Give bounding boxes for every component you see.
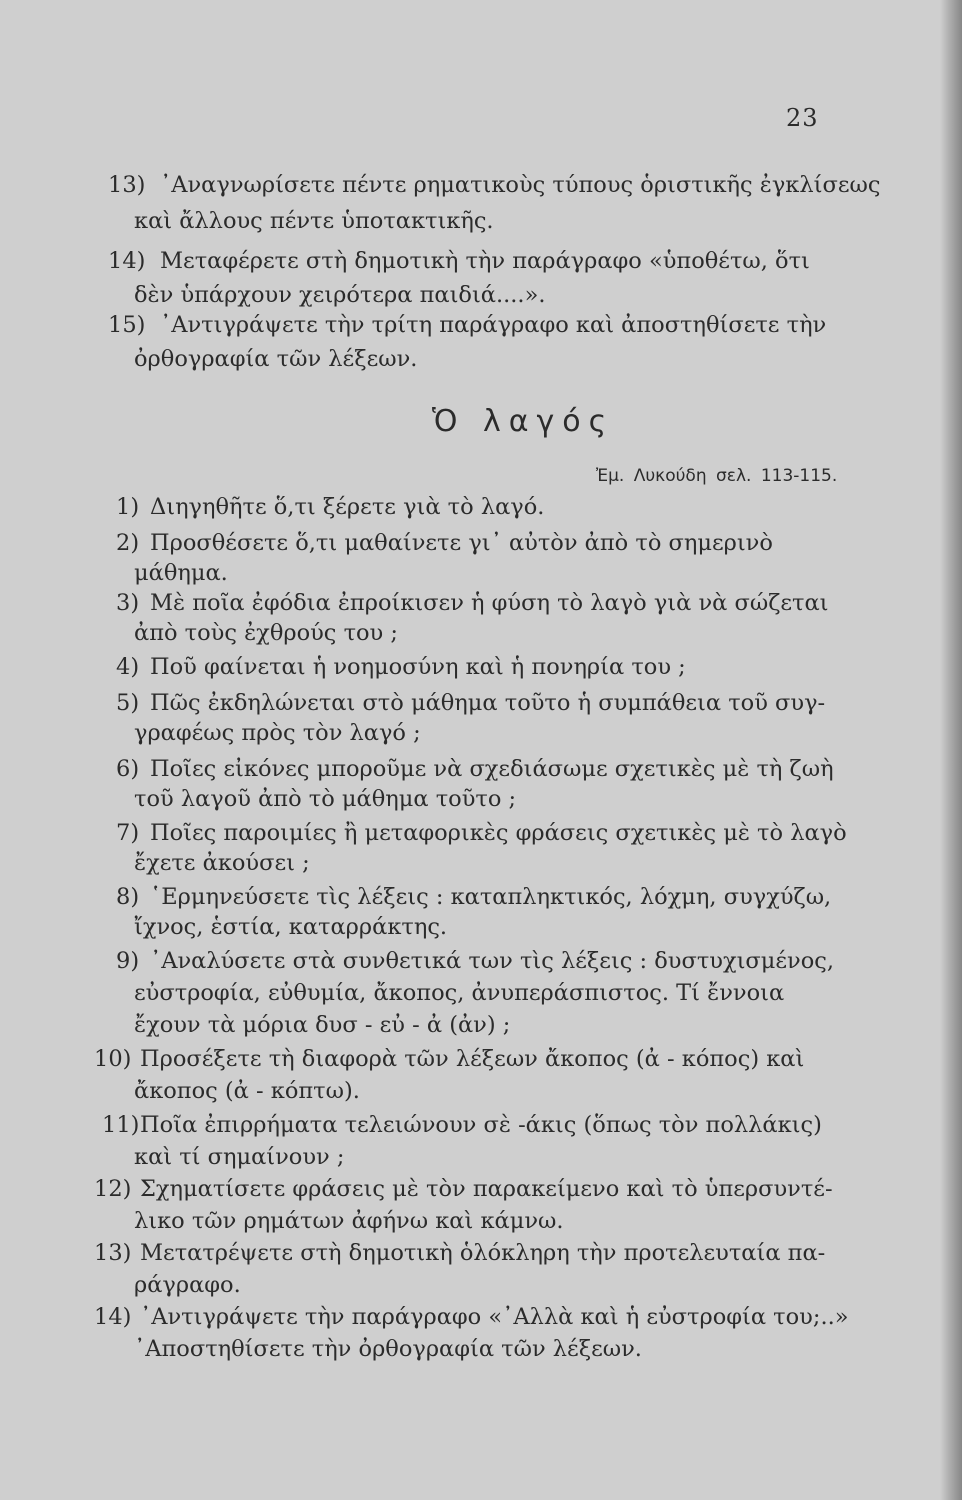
exercise-line: τοῦ λαγοῦ ἀπὸ τὸ μάθημα τοῦτο ; [134,786,517,812]
exercise-line: ᾿Αναλύσετε στὰ συνθετικά των τὶς λέξεις : δυστυχισμένος, [150,948,835,974]
section-title: Ὁ λαγός [432,404,615,439]
exercise-item [0,818,962,882]
exercise-number: 8) [116,884,140,910]
exercise-item [0,588,962,652]
exercise-item [0,946,962,1044]
exercise-line: ἀπὸ τοὺς ἐχθρούς του ; [134,620,398,646]
exercise-line: ᾿Αναγνωρίσετε πέντε ρηματικοὺς τύπους ὁριστικῆς ἐγκλίσεως [160,172,881,198]
exercise-number: 13) [94,1240,132,1266]
exercise-line: Σχηματίσετε φράσεις μὲ τὸν παρακείμενο καὶ τὸ ὑπερσυντέ- [140,1176,833,1202]
exercise-line: Πῶς ἐκδηλώνεται στὸ μάθημα τοῦτο ἡ συμπάθεια τοῦ συγ- [150,690,826,716]
exercise-number: 9) [116,948,140,974]
exercise-line: γραφέως πρὸς τὸν λαγό ; [134,720,421,746]
exercise-line: ὀρθογραφία τῶν λέξεων. [134,346,418,372]
exercise-item [0,688,962,754]
exercise-line: ράγραφο. [134,1272,241,1298]
exercise-number: 1) [116,494,140,520]
exercise-line: ῾Ερμηνεύσετε τὶς λέξεις : καταπληκτικός, λόχμη, συγχύζω, [150,884,832,910]
exercise-line: Μεταφέρετε στὴ δημοτικὴ τὴν παράγραφο «ὑποθέτω, ὅτι [160,248,810,274]
exercise-number: 13) [108,172,146,198]
exercise-line: Προσέξετε τὴ διαφορὰ τῶν λέξεων ἄκοπος (ἀ - κόπος) καὶ [140,1046,805,1072]
exercise-line: ἴχνος, ἑστία, καταρράκτης. [134,914,448,940]
exercise-number: 15) [108,312,146,338]
exercise-number: 6) [116,756,140,782]
exercise-number: 2) [116,530,140,556]
exercise-line: ᾿Αντιγράψετε τὴν τρίτη παράγραφο καὶ ἀποστηθίσετε τὴν [160,312,827,338]
exercise-line: Ποῖα ἐπιρρήματα τελειώνουν σὲ -άκις (ὅπως τὸν πολλάκις) [140,1112,822,1138]
exercise-number: 10) [94,1046,132,1072]
exercise-number: 4) [116,654,140,680]
exercise-number: 3) [116,590,140,616]
exercise-item [0,492,962,528]
exercise-item [0,1238,962,1302]
exercise-line: Ποῖες παροιμίες ἢ μεταφορικὲς φράσεις σχετικὲς μὲ τὸ λαγὸ [150,820,847,846]
exercise-number: 11) [102,1112,140,1138]
exercise-number: 5) [116,690,140,716]
exercise-line: καὶ ἄλλους πέντε ὑποτακτικῆς. [134,208,494,234]
exercise-line: Διηγηθῆτε ὅ,τι ξέρετε γιὰ τὸ λαγό. [150,494,545,520]
exercise-line: λικο τῶν ρημάτων ἀφήνω καὶ κάμνω. [134,1208,564,1234]
exercise-number: 12) [94,1176,132,1202]
exercise-line: ἔχουν τὰ μόρια δυσ - εὐ - ἀ (ἀν) ; [134,1012,511,1038]
exercise-number: 7) [116,820,140,846]
exercise-item [0,652,962,688]
exercise-item [0,246,962,310]
exercise-item [0,1110,962,1174]
exercise-number: 14) [94,1304,132,1330]
exercise-item [0,882,962,946]
exercise-line: ἔχετε ἀκούσει ; [134,850,310,876]
page-number: 23 [786,104,819,132]
exercise-line: ᾿Αποστηθίσετε τὴν ὀρθογραφία τῶν λέξεων. [134,1336,642,1362]
exercise-number: 14) [108,248,146,274]
exercise-line: Μετατρέψετε στὴ δημοτικὴ ὁλόκληρη τὴν προτελευταία πα- [140,1240,826,1266]
exercise-line: μάθημα. [134,560,228,586]
exercise-item [0,528,962,588]
exercise-item [0,1174,962,1238]
exercise-line: δὲν ὑπάρχουν χειρότερα παιδιά....». [134,282,546,308]
exercise-line: καὶ τί σημαίνουν ; [134,1144,345,1170]
exercise-line: εὐστροφία, εὐθυμία, ἄκοπος, ἀνυπεράσπιστος. Τί ἔννοια [134,980,785,1006]
exercise-line: Προσθέσετε ὅ,τι μαθαίνετε γι᾿ αὐτὸν ἀπὸ τὸ σημερινὸ [150,530,773,556]
exercise-line: Ποῖες εἰκόνες μποροῦμε νὰ σχεδιάσωμε σχετικὲς μὲ τὴ ζωὴ [150,756,834,782]
section-reference: Ἐμ. Λυκούδη σελ. 113-115. [596,466,838,486]
exercise-line: ἄκοπος (ἀ - κόπτω). [134,1078,360,1104]
exercise-item [0,170,962,246]
exercise-line: ᾿Αντιγράψετε τὴν παράγραφο «᾿Αλλὰ καὶ ἡ εὐστροφία του;..» [140,1304,849,1330]
exercise-item [0,1302,962,1366]
exercise-item [0,310,962,380]
exercise-line: Μὲ ποῖα ἐφόδια ἐπροίκισεν ἡ φύση τὸ λαγὸ γιὰ νὰ σώζεται [150,590,829,616]
exercise-list-previous [0,170,962,380]
exercise-list [0,492,962,1366]
exercise-item [0,754,962,818]
exercise-item [0,1044,962,1110]
exercise-line: Ποῦ φαίνεται ἡ νοημοσύνη καὶ ἡ πονηρία του ; [150,654,686,680]
